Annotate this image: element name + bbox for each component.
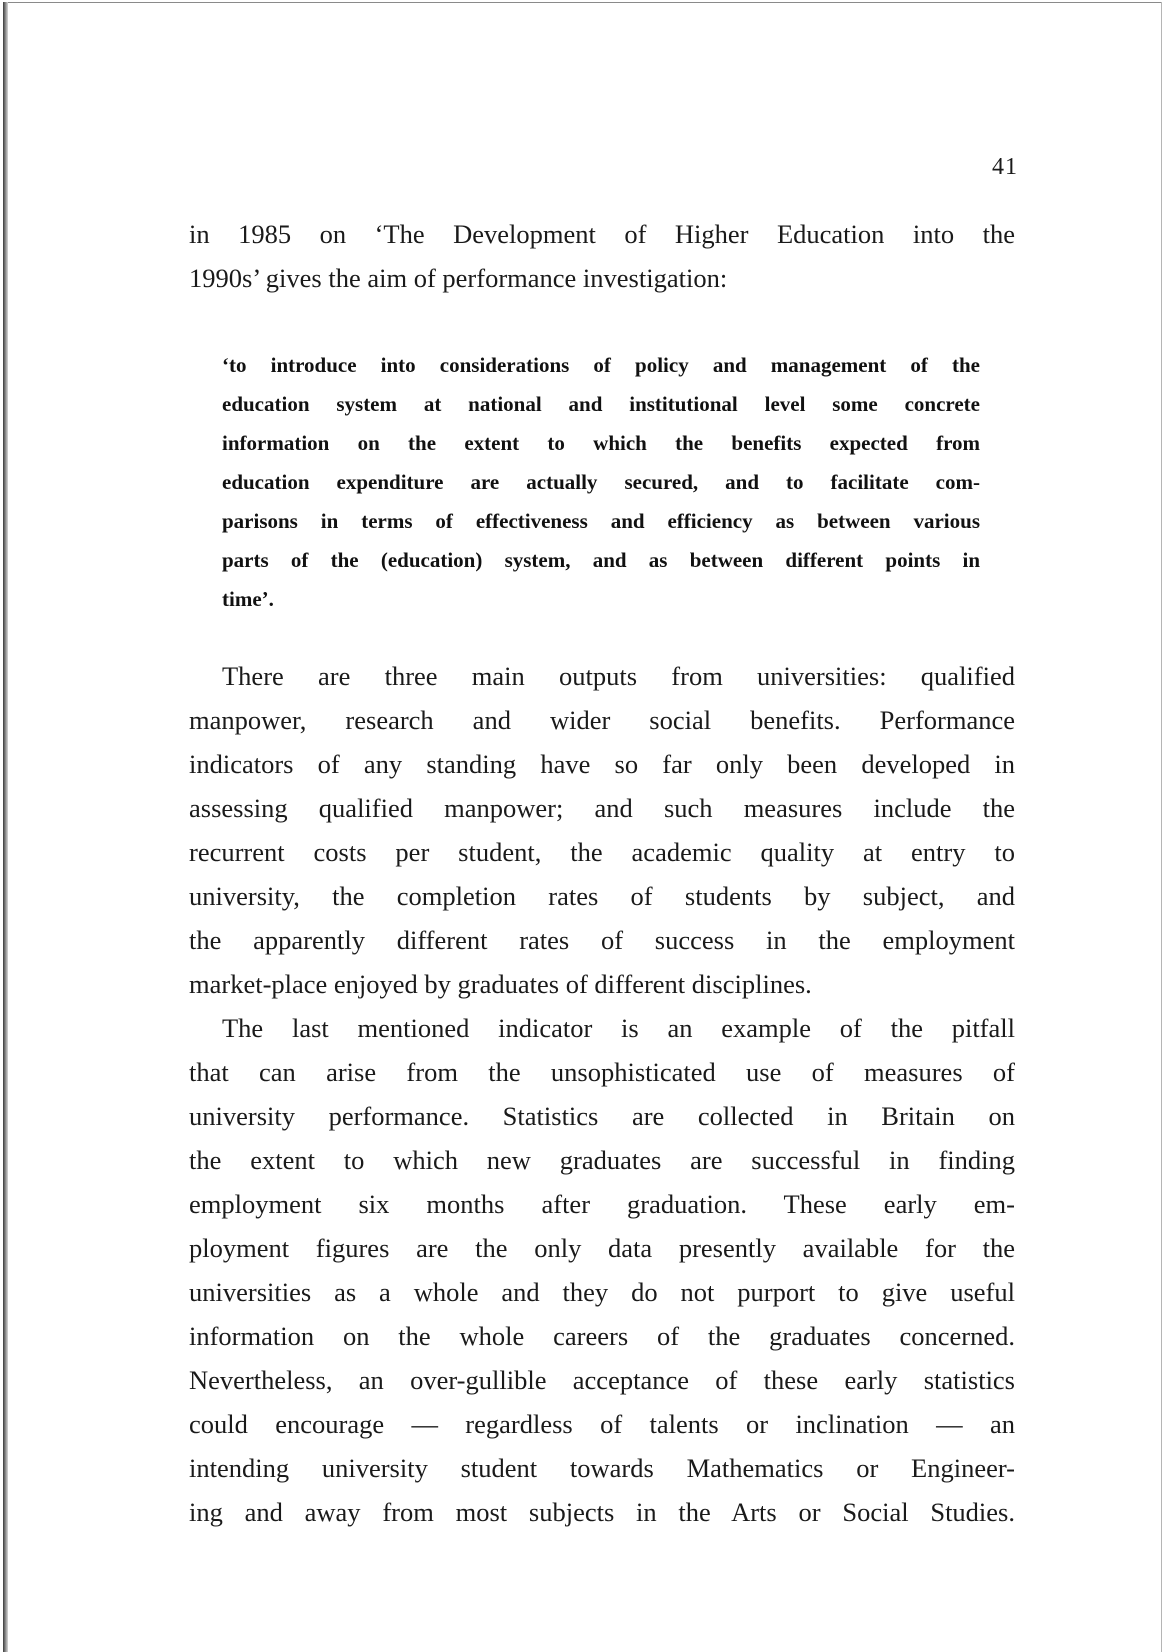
paragraph-pitfall	[189, 1006, 1015, 1534]
text-line: university performance. Statistics are collected in Britain on	[189, 1101, 1015, 1131]
block-quote	[222, 346, 980, 619]
page-edge-top	[3, 2, 1161, 3]
text-line: assessing qualified manpower; and such measures include the	[189, 793, 1015, 823]
text-line: ing and away from most subjects in the Arts or Social Studies.	[189, 1497, 1015, 1527]
quote-line: information on the extent to which the benefits expected from	[222, 431, 980, 455]
text-line: intending university student towards Mathematics or Engineer-	[189, 1453, 1015, 1483]
quote-line: parts of the (education) system, and as between different points in	[222, 548, 980, 572]
text-line: the extent to which new graduates are successful in finding	[189, 1145, 1015, 1175]
text-line: the apparently different rates of success in the employment	[189, 925, 1015, 955]
quote-line: parisons in terms of effectiveness and efficiency as between various	[222, 509, 980, 533]
text-line: that can arise from the unsophisticated use of measures of	[189, 1057, 1015, 1087]
text-line: manpower, research and wider social benefits. Performance	[189, 705, 1015, 735]
text-line: indicators of any standing have so far only been developed in	[189, 749, 1015, 779]
text-line: market-place enjoyed by graduates of different disciplines.	[189, 969, 812, 999]
text-line: information on the whole careers of the graduates concerned.	[189, 1321, 1015, 1351]
quote-line: education expenditure are actually secured, and to facilitate com-	[222, 470, 980, 494]
text-line: Nevertheless, an over-gullible acceptance of these early statistics	[189, 1365, 1015, 1395]
quote-line: education system at national and institutional level some concrete	[222, 392, 980, 416]
page-number: 41	[992, 154, 1018, 180]
quote-line: time’.	[222, 587, 274, 611]
text-line: recurrent costs per student, the academic quality at entry to	[189, 837, 1015, 867]
text-line: The last mentioned indicator is an example of the pitfall	[222, 1013, 1015, 1043]
text-line: universities as a whole and they do not purport to give useful	[189, 1277, 1015, 1307]
text-line: There are three main outputs from universities: qualified	[222, 661, 1015, 691]
intro-text	[189, 212, 1015, 300]
page-edge-right	[1161, 2, 1162, 1652]
text-line: employment six months after graduation. These early em-	[189, 1189, 1015, 1219]
text-line: in 1985 on ‘The Development of Higher Education into the	[189, 219, 1015, 249]
page-edge-left	[3, 2, 8, 1652]
text-line: university, the completion rates of students by subject, and	[189, 881, 1015, 911]
text-line: could encourage — regardless of talents or inclination — an	[189, 1409, 1015, 1439]
paragraph-outputs	[189, 654, 1015, 1006]
text-line: 1990s’ gives the aim of performance investigation:	[189, 263, 728, 293]
text-line: ployment figures are the only data presently available for the	[189, 1233, 1015, 1263]
quote-line: ‘to introduce into considerations of policy and management of the	[222, 353, 980, 377]
